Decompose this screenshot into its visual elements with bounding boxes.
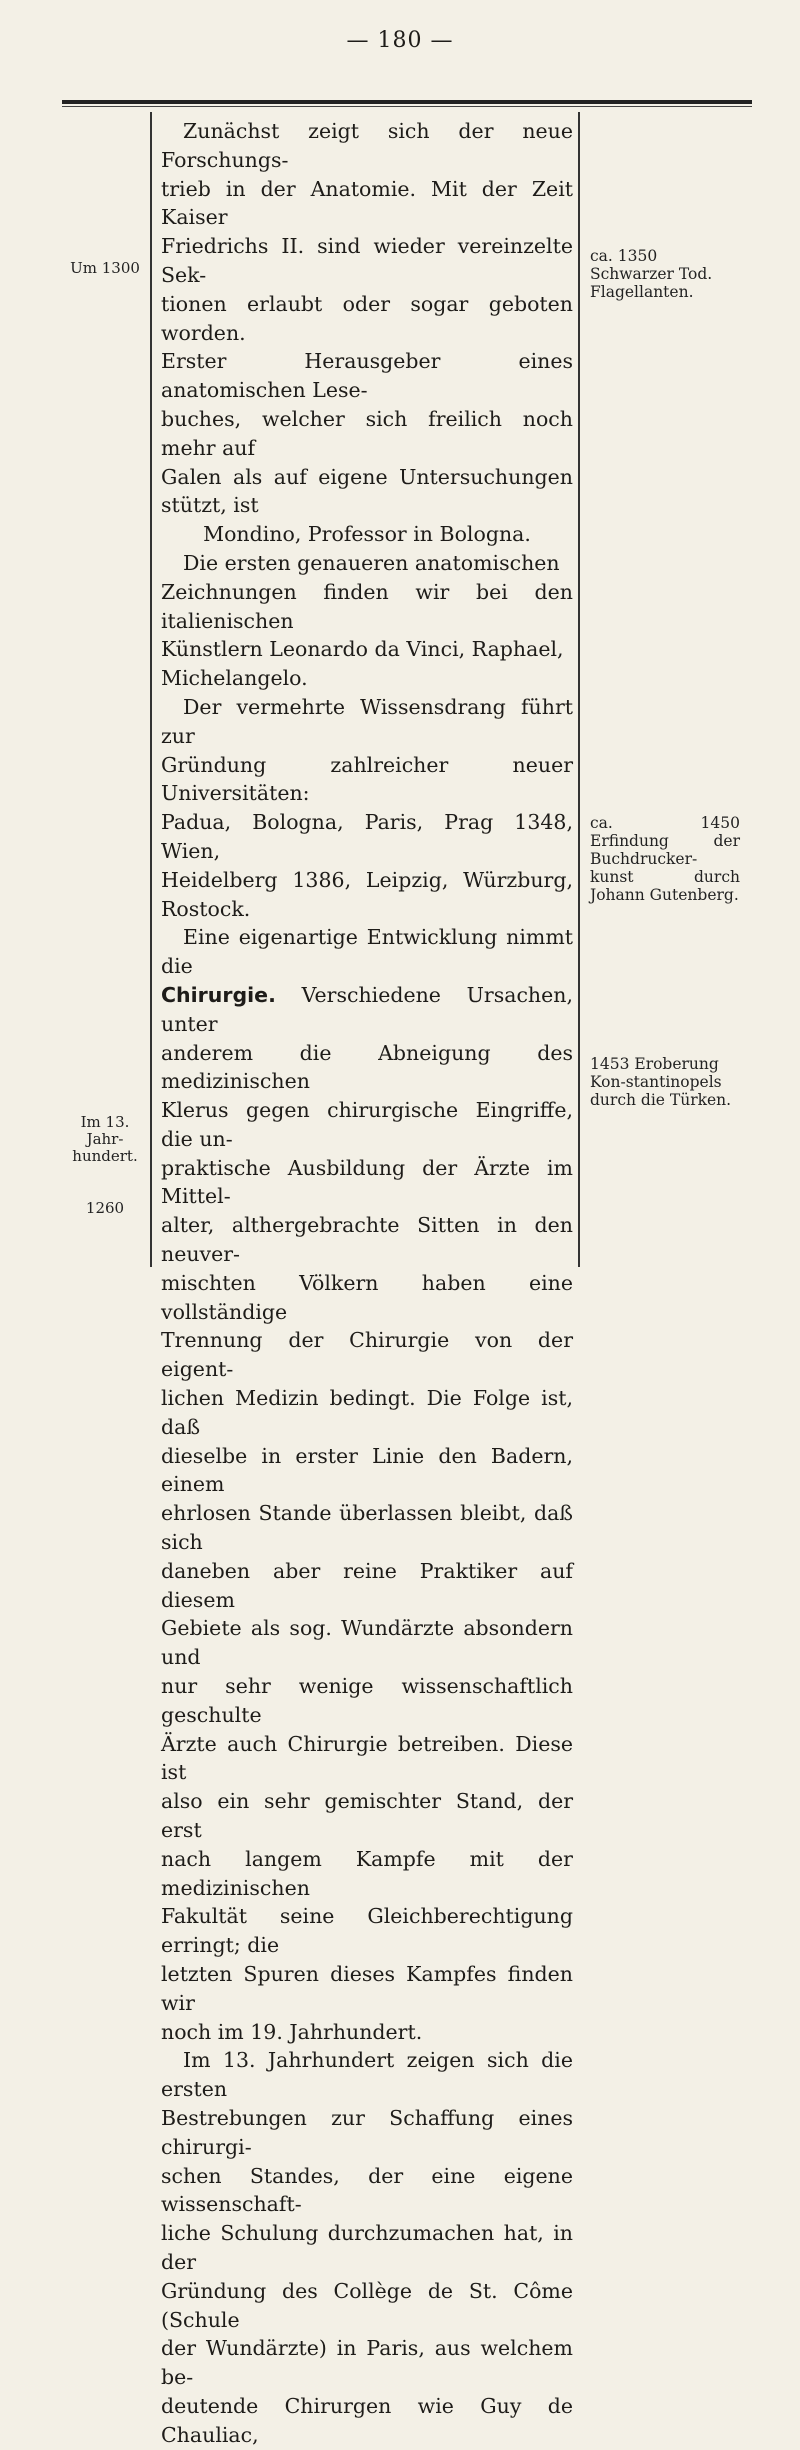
text-line: Padua, Bologna, Paris, Prag 1348, Wien, <box>161 810 573 863</box>
text-line: deutende Chirurgen wie Guy de Chauliac, <box>161 2393 573 2447</box>
text-line: dieselbe in erster Linie den Badern, einem <box>161 1443 573 1497</box>
text-line: der Wundärzte) in Paris, aus welchem be- <box>161 2336 573 2390</box>
margin-note-konstantinopel: 1453 Eroberung Kon-stantinopels durch die Türken. <box>590 1055 732 1109</box>
left-column-rule <box>150 112 152 1267</box>
text-line: Künstlern Leonardo da Vinci, Raphael, <box>161 637 564 662</box>
text-line: liche Schulung durchzumachen hat, in der <box>161 2221 573 2274</box>
text-line: Gründung des Collège de St. Côme (Schule <box>161 2278 573 2332</box>
text-line: lichen Medizin bedingt. Die Folge ist, daß <box>161 1386 573 1439</box>
right-column-rule <box>578 112 580 1267</box>
text-line: Zeichnungen finden wir bei den italienischen <box>161 579 573 633</box>
text-line: Gebiete als sog. Wundärzte absondern und <box>161 1616 573 1670</box>
text-line: Im 13. Jahrhundert zeigen sich die ersten <box>161 2048 573 2102</box>
margin-note-line: Im 13. Jahr- <box>80 1113 130 1148</box>
text-line: Zunächst zeigt sich der neue Forschungs- <box>161 119 573 172</box>
text-line: Klerus gegen chirurgische Eingriffe, die un- <box>161 1098 573 1151</box>
margin-note-um-1300: Um 1300 <box>70 259 140 277</box>
text-line: Friedrichs II. sind wieder vereinzelte Sek- <box>161 234 573 287</box>
page-number: — 180 — <box>346 28 454 53</box>
text-line: Die ersten genaueren anatomischen <box>183 550 560 575</box>
text-line: Der vermehrte Wissensdrang führt zur <box>161 694 573 748</box>
text-line: buches, welcher sich freilich noch mehr auf <box>161 406 573 460</box>
top-rule-thin <box>62 106 752 107</box>
text-line: tionen erlaubt oder sogar geboten worden. <box>161 291 573 345</box>
text-line: Fakultät seine Gleichberechtigung erringt; die <box>161 1904 573 1958</box>
text-line: Trennung der Chirurgie von der eigent- <box>161 1328 573 1382</box>
top-rule <box>62 100 752 104</box>
text-line: anderem die Abneigung des medizinischen <box>161 1040 573 1094</box>
text-line: noch im 19. Jahrhundert. <box>161 2019 423 2044</box>
margin-note-1260: 1260 <box>85 1199 125 1217</box>
text-line: Gründung zahlreicher neuer Universitäten: <box>161 752 573 806</box>
text-line: Galen als auf eigene Untersuchungen stützt, ist <box>161 464 573 518</box>
text-line: praktische Ausbildung der Ärzte im Mittel- <box>161 1155 573 1209</box>
text-line: Eine eigenartige Entwicklung nimmt die <box>161 925 573 979</box>
text-line: also ein sehr gemischter Stand, der erst <box>161 1789 573 1843</box>
text-line: Bestrebungen zur Schaffung eines chirurgi- <box>161 2105 573 2159</box>
text-line: ehrlosen Stande überlassen bleibt, daß sich <box>161 1501 573 1555</box>
margin-note-line: hundert. <box>72 1147 138 1165</box>
text-line: Erster Herausgeber eines anatomischen Lese- <box>161 349 573 403</box>
text-line: nur sehr wenige wissenschaftlich geschulte <box>161 1674 573 1727</box>
text-line: nach langem Kampfe mit der medizinischen <box>161 1846 573 1900</box>
text-line: alter, althergebrachte Sitten in den neuver- <box>161 1213 573 1267</box>
text-line <box>161 981 573 1039</box>
margin-note-gutenberg: ca. 1450 Erfindung der Buchdrucker-kunst durch Johann Gutenberg. <box>590 814 740 904</box>
margin-note-13-jahrhundert <box>62 1114 148 1165</box>
text-line: Heidelberg 1386, Leipzig, Würzburg, Rostock. <box>161 867 573 921</box>
text-line: Michelangelo. <box>161 666 308 691</box>
text-line: daneben aber reine Praktiker auf diesem <box>161 1558 573 1612</box>
text-line: Mondino, Professor in Bologna. <box>203 522 531 547</box>
text-line: trieb in der Anatomie. Mit der Zeit Kaiser <box>161 176 573 230</box>
bold-term-chirurgie: Chirurgie. <box>161 982 276 1007</box>
text-line: letzten Spuren dieses Kampfes finden wir <box>161 1962 573 2015</box>
text-span: Verschiedene Ursachen, unter <box>161 982 573 1036</box>
main-text-column <box>161 117 573 2450</box>
margin-note-schwarzer-tod: ca. 1350 Schwarzer Tod. Flagellanten. <box>590 247 713 301</box>
text-line: schen Standes, der eine eigene wissenschaft- <box>161 2163 573 2217</box>
text-line: Ärzte auch Chirurgie betreiben. Diese ist <box>161 1731 573 1785</box>
text-line: mischten Völkern haben eine vollständige <box>161 1270 573 1324</box>
